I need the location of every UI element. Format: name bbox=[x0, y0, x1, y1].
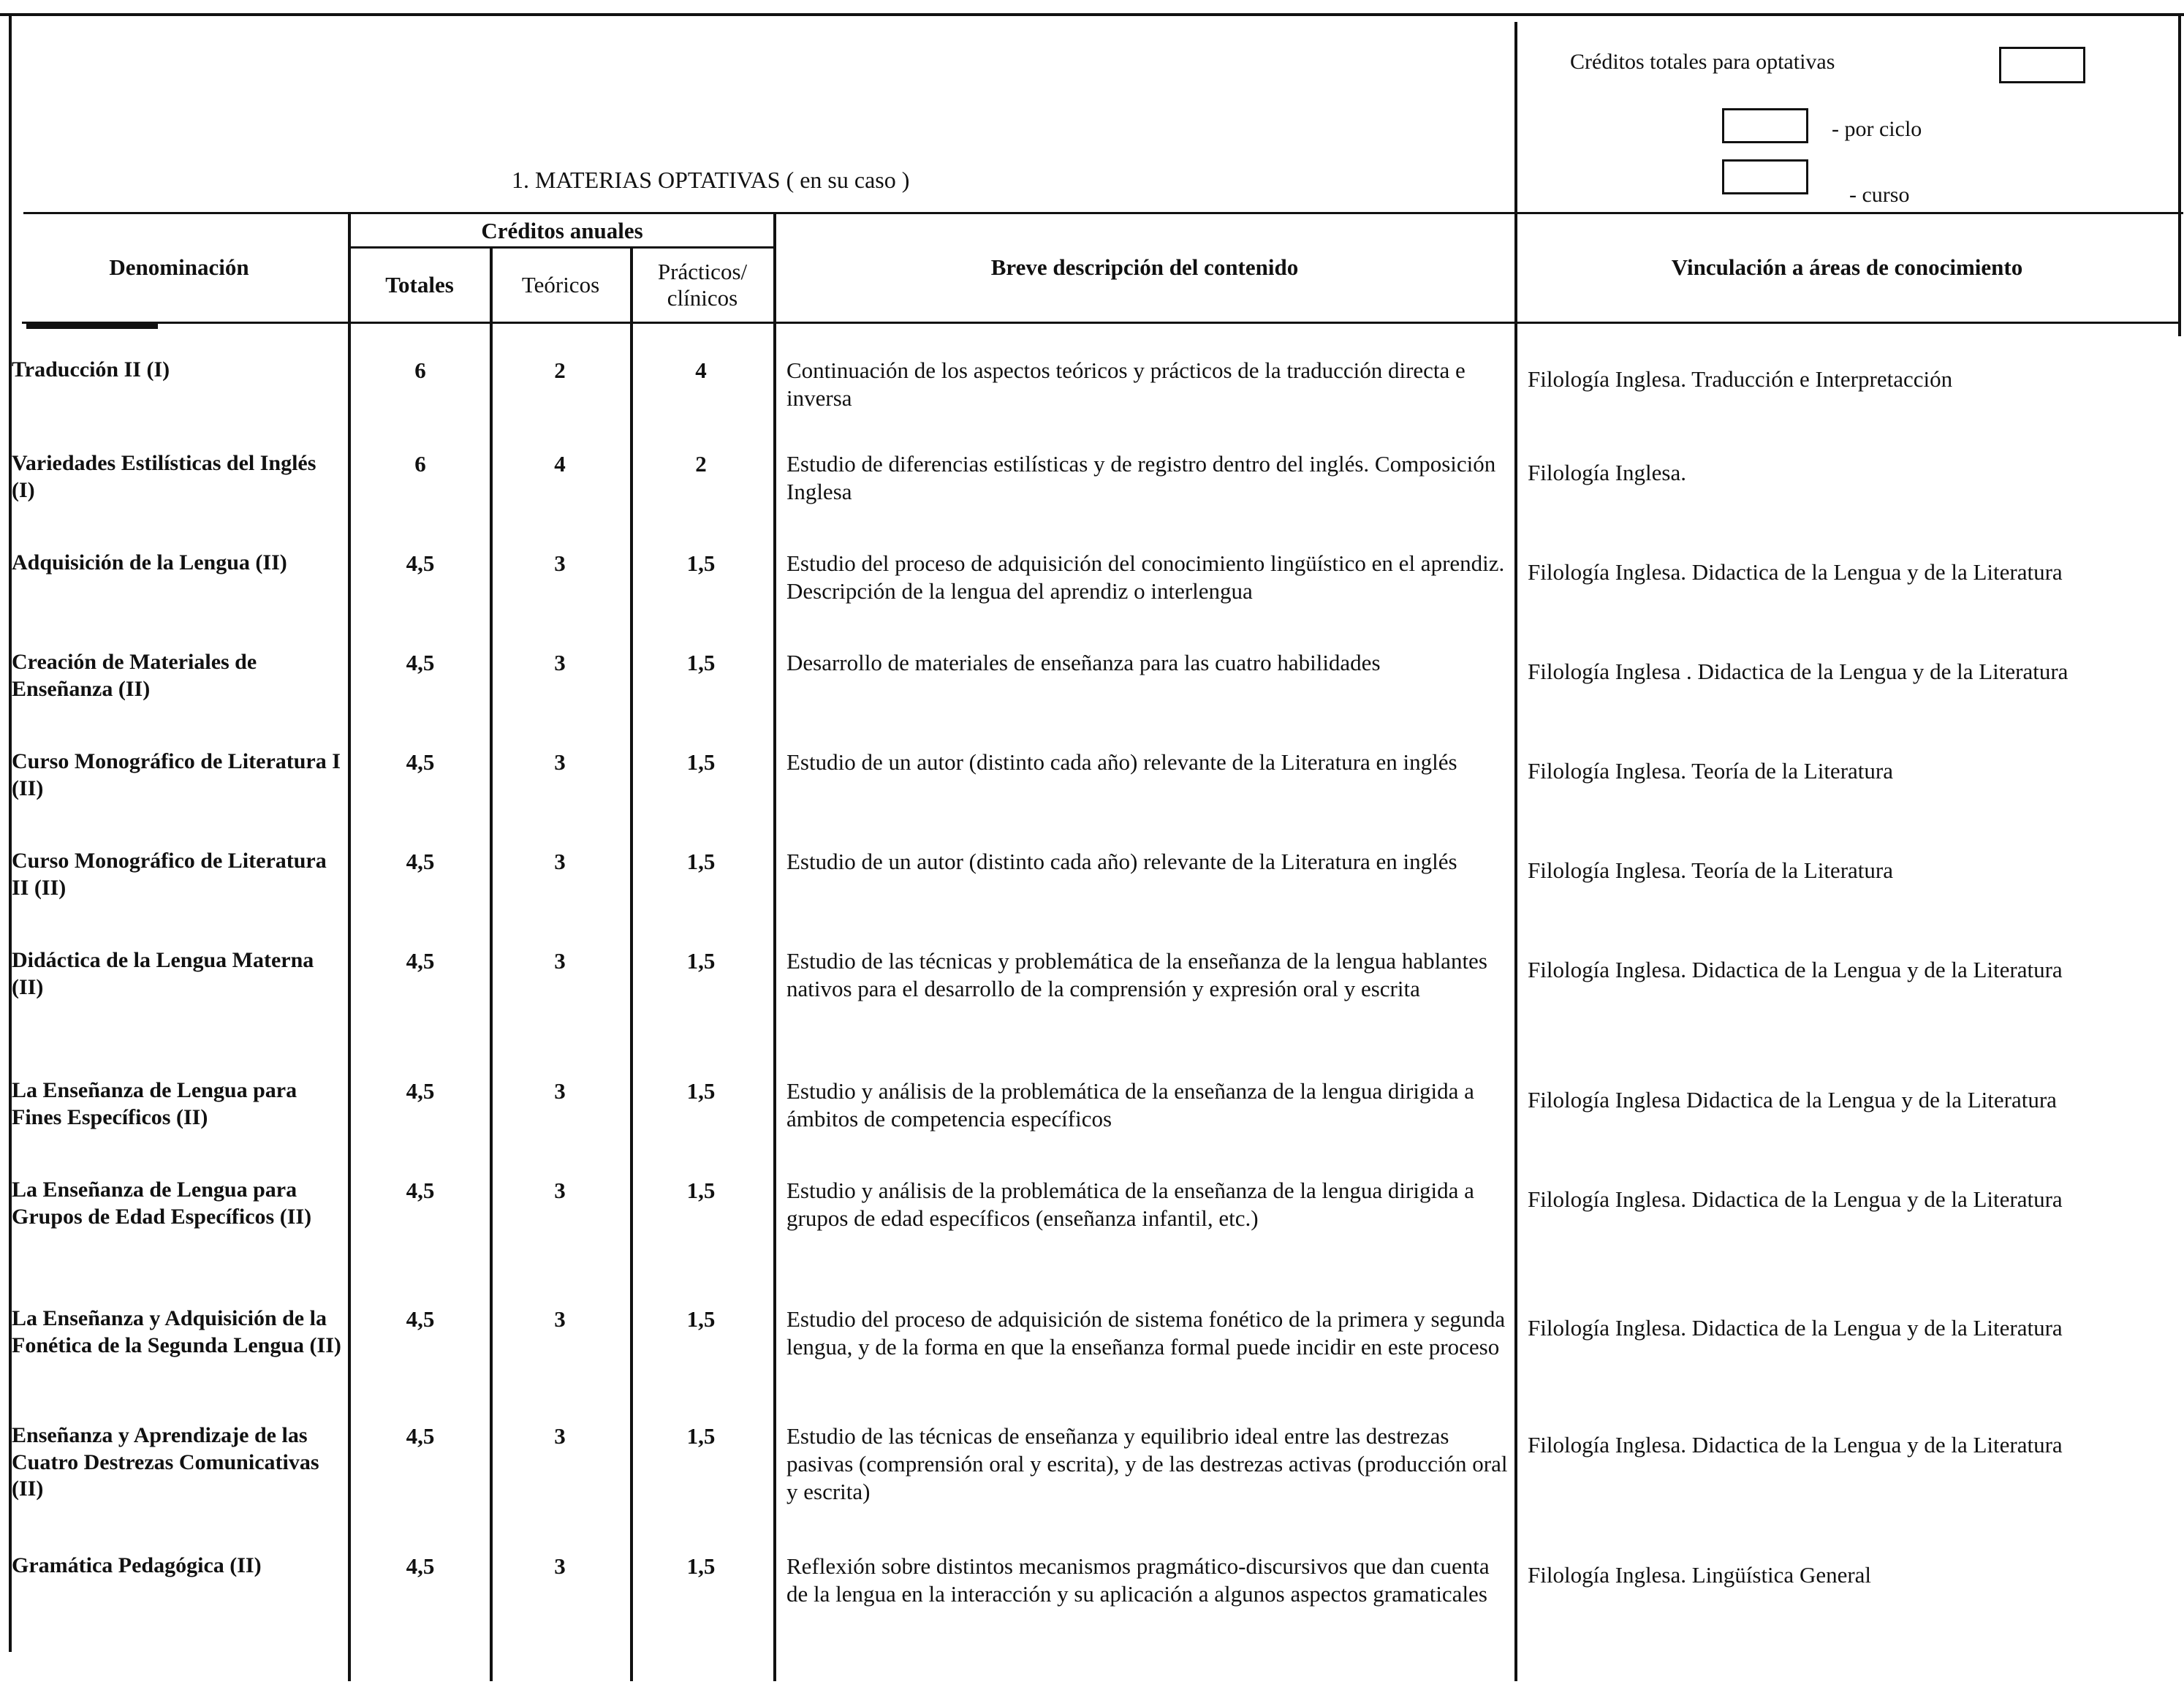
creditos-teoricos: 3 bbox=[554, 1306, 566, 1332]
creditos-totales: 6 bbox=[414, 451, 426, 477]
content-description: Continuación de los aspectos teóricos y prácticos de la traducción directa e inversa bbox=[786, 357, 1466, 411]
knowledge-area: Filología Inglesa. Traducción e Interpretacción bbox=[1528, 366, 1953, 392]
creditos-totales: 4,5 bbox=[406, 1553, 435, 1579]
creditos-practicos: 1,5 bbox=[686, 650, 716, 675]
creditos-anuales-divider bbox=[348, 246, 775, 249]
header-totales: Totales bbox=[385, 272, 454, 298]
section-title: 1. MATERIAS OPTATIVAS ( en su caso ) bbox=[512, 167, 910, 193]
header-descripcion: Breve descripción del contenido bbox=[990, 254, 1299, 281]
knowledge-area: Filología Inglesa. Teoría de la Literatura bbox=[1528, 758, 1893, 784]
knowledge-area: Filología Inglesa. Didactica de la Lengua y de la Literatura bbox=[1528, 559, 2063, 585]
creditos-teoricos: 3 bbox=[554, 948, 566, 974]
creditos-teoricos: 2 bbox=[554, 357, 566, 383]
creditos-totales: 4,5 bbox=[406, 650, 435, 675]
denominacion-underline bbox=[26, 323, 158, 329]
creditos-totales: 4,5 bbox=[406, 749, 435, 775]
curso-label: - curso bbox=[1849, 183, 1910, 207]
creditos-teoricos: 3 bbox=[554, 1423, 566, 1449]
knowledge-area: Filología Inglesa. Lingüística General bbox=[1528, 1562, 1872, 1588]
creditos-totales-box bbox=[1999, 47, 2085, 83]
subject-name: Curso Monográfico de Literatura I (II) bbox=[12, 749, 341, 800]
subject-name: Adquisición de la Lengua (II) bbox=[12, 550, 287, 575]
knowledge-area: Filología Inglesa. Didactica de la Lengua y de la Literatura bbox=[1528, 1186, 2063, 1212]
content-description: Reflexión sobre distintos mecanismos pragmático-discursivos que dan cuenta de la lengua en la interacción y su aplicación a algunos aspectos gramaticales bbox=[786, 1553, 1490, 1607]
subject-name: Curso Monográfico de Literatura II (II) bbox=[12, 849, 327, 900]
creditos-totales: 4,5 bbox=[406, 1078, 435, 1104]
creditos-teoricos: 3 bbox=[554, 1078, 566, 1104]
subject-name: Creación de Materiales de Enseñanza (II) bbox=[12, 650, 257, 701]
knowledge-area: Filología Inglesa. Didactica de la Lengua y de la Literatura bbox=[1528, 957, 2063, 982]
creditos-practicos: 1,5 bbox=[686, 948, 716, 974]
subject-name: La Enseñanza de Lengua para Grupos de Edad Específicos (II) bbox=[12, 1178, 312, 1229]
creditos-teoricos: 3 bbox=[554, 650, 566, 675]
right-border bbox=[2178, 15, 2181, 336]
curso-box bbox=[1722, 159, 1808, 194]
creditos-teoricos: 3 bbox=[554, 1178, 566, 1203]
content-description: Estudio del proceso de adquisición del conocimiento lingüístico en el aprendiz. Descripción de la lengua del aprendiz o interlengua bbox=[786, 550, 1505, 604]
header-creditos-anuales: Créditos anuales bbox=[481, 218, 643, 244]
creditos-teoricos: 4 bbox=[554, 451, 566, 477]
creditos-totales: 6 bbox=[414, 357, 426, 383]
col-sep-descripcion-left bbox=[773, 213, 776, 1681]
subject-name: Traducción II (I) bbox=[12, 357, 170, 382]
top-border bbox=[0, 13, 2184, 16]
creditos-teoricos: 3 bbox=[554, 1553, 566, 1579]
content-description: Estudio de un autor (distinto cada año) relevante de la Literatura en inglés bbox=[786, 749, 1457, 775]
header-vinculacion: Vinculación a áreas de conocimiento bbox=[1671, 254, 2023, 281]
content-description: Estudio del proceso de adquisición de sistema fonético de la primera y segunda lengua, y de la forma en que la enseñanza formal puede incidir en este proceso bbox=[786, 1306, 1506, 1360]
creditos-totales: 4,5 bbox=[406, 1423, 435, 1449]
creditos-practicos: 4 bbox=[695, 357, 707, 383]
knowledge-area: Filología Inglesa. Teoría de la Literatura bbox=[1528, 857, 1893, 883]
subject-name: Gramática Pedagógica (II) bbox=[12, 1553, 262, 1577]
knowledge-area: Filología Inglesa . Didactica de la Lengua y de la Literatura bbox=[1528, 659, 2069, 684]
creditos-totales: 4,5 bbox=[406, 849, 435, 874]
header-denominacion: Denominación bbox=[109, 254, 249, 281]
content-description: Estudio y análisis de la problemática de la enseñanza de la lengua dirigida a ámbitos de competencia específicos bbox=[786, 1078, 1474, 1132]
creditos-practicos: 1,5 bbox=[686, 849, 716, 874]
creditos-teoricos: 3 bbox=[554, 550, 566, 576]
creditos-practicos: 2 bbox=[695, 451, 707, 477]
creditos-practicos: 1,5 bbox=[686, 550, 716, 576]
header-practicos: Prácticos/ clínicos bbox=[657, 259, 748, 311]
content-description: Estudio y análisis de la problemática de la enseñanza de la lengua dirigida a grupos de edad específicos (enseñanza infantil, etc.) bbox=[786, 1178, 1474, 1231]
content-description: Estudio de un autor (distinto cada año) relevante de la Literatura en inglés bbox=[786, 849, 1457, 874]
creditos-practicos: 1,5 bbox=[686, 1553, 716, 1579]
knowledge-area: Filología Inglesa. Didactica de la Lengua y de la Literatura bbox=[1528, 1315, 2063, 1341]
subject-name: Enseñanza y Aprendizaje de las Cuatro Destrezas Comunicativas (II) bbox=[12, 1423, 319, 1501]
subject-name: La Enseñanza y Adquisición de la Fonética de la Segunda Lengua (II) bbox=[12, 1306, 341, 1357]
creditos-practicos: 1,5 bbox=[686, 749, 716, 775]
subject-name: La Enseñanza de Lengua para Fines Específicos (II) bbox=[12, 1078, 297, 1129]
knowledge-area: Filología Inglesa. Didactica de la Lengua y de la Literatura bbox=[1528, 1432, 2063, 1458]
creditos-totales: 4,5 bbox=[406, 948, 435, 974]
creditos-practicos: 1,5 bbox=[686, 1178, 716, 1203]
content-description: Desarrollo de materiales de enseñanza para las cuatro habilidades bbox=[786, 650, 1381, 675]
creditos-practicos: 1,5 bbox=[686, 1078, 716, 1104]
creditos-practicos: 1,5 bbox=[686, 1306, 716, 1332]
knowledge-area: Filología Inglesa. bbox=[1528, 460, 1686, 485]
subject-name: Variedades Estilísticas del Inglés (I) bbox=[12, 451, 316, 502]
por-ciclo-label: - por ciclo bbox=[1832, 117, 1922, 141]
column-header-bottom bbox=[22, 322, 2178, 324]
header-teoricos: Teóricos bbox=[521, 272, 600, 298]
subject-name: Didáctica de la Lengua Materna (II) bbox=[12, 948, 314, 999]
creditos-totales: 4,5 bbox=[406, 550, 435, 576]
creditos-totales: 4,5 bbox=[406, 1306, 435, 1332]
creditos-practicos: 1,5 bbox=[686, 1423, 716, 1449]
creditos-teoricos: 3 bbox=[554, 849, 566, 874]
por-ciclo-box bbox=[1722, 108, 1808, 143]
content-description: Estudio de las técnicas de enseñanza y equilibrio ideal entre las destrezas pasivas (comprensión oral y escrita), y de las destrezas activas (producción oral y escrita) bbox=[786, 1423, 1508, 1504]
creditos-teoricos: 3 bbox=[554, 749, 566, 775]
content-description: Estudio de diferencias estilísticas y de registro dentro del inglés. Composición Inglesa bbox=[786, 451, 1496, 504]
creditos-totales: 4,5 bbox=[406, 1178, 435, 1203]
content-description: Estudio de las técnicas y problemática de la enseñanza de la lengua hablantes nativos para el desarrollo de la comprensión y expresión oral y escrita bbox=[786, 948, 1487, 1001]
knowledge-area: Filología Inglesa Didactica de la Lengua y de la Literatura bbox=[1528, 1087, 2057, 1113]
creditos-totales-label: Créditos totales para optativas bbox=[1570, 50, 1835, 74]
